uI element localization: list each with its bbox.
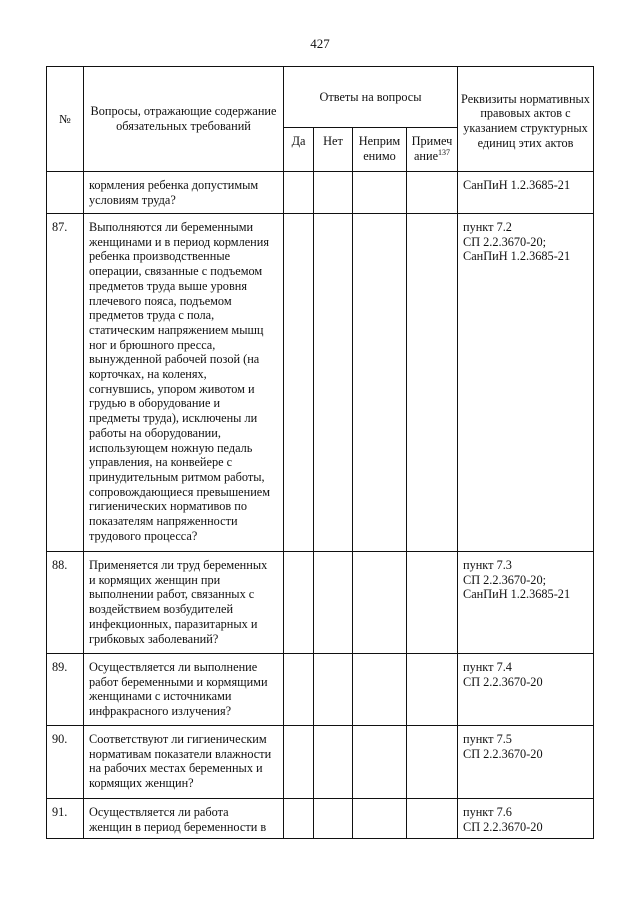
answer-no-cell[interactable] — [314, 552, 353, 654]
answer-not-applicable-cell[interactable] — [353, 726, 407, 799]
row-question: Выполняются ли беременными женщинами и в период кормления ребенка производственные операции, связанные с подъемом предметов труда выше уровня плечевого пояса, подъемом предметов труда с пола, статическим напряжением мышц ног и брюшного пресса, вынужденной рабочей позой (на корточках, на коленях, согнувшись, упором животом и грудью в оборудование и предметы труда), исключены ли работы на оборудовании, использующем ножную педаль управления, на конвейере с принудительным ритмом работы, сопровождающиеся превышением гигиенических нормативов по показателям напряженности трудового процесса? — [84, 214, 284, 552]
answer-no-cell[interactable] — [314, 799, 353, 839]
page-number: 427 — [310, 36, 330, 51]
table-row — [47, 654, 594, 726]
row-number: 88. — [47, 552, 84, 654]
row-question: Осуществляется ли работа женщин в период беременности в — [84, 799, 284, 839]
row-question: Соответствуют ли гигиеническим нормативам показатели влажности на рабочих местах беременных и кормящих женщин? — [84, 726, 284, 799]
answer-note-cell[interactable] — [407, 214, 458, 552]
row-requisites: пункт 7.2 СП 2.2.3670-20; СанПиН 1.2.3685-21 — [458, 214, 594, 552]
header-answers: Ответы на вопросы — [284, 67, 458, 128]
row-question: кормления ребенка допустимым условиям труда? — [84, 172, 284, 214]
row-requisites: пункт 7.3 СП 2.2.3670-20; СанПиН 1.2.3685-21 — [458, 552, 594, 654]
header-note-line1: Примеч — [411, 134, 453, 148]
header-note-line2: ание — [413, 148, 439, 163]
header-question: Вопросы, отражающие содержание обязательных требований — [84, 67, 284, 172]
header-yes: Да — [284, 128, 314, 172]
answer-not-applicable-cell[interactable] — [353, 552, 407, 654]
row-number: 90. — [47, 726, 84, 799]
answer-not-applicable-cell[interactable] — [353, 172, 407, 214]
header-num: № — [47, 67, 84, 172]
table-row — [47, 726, 594, 799]
answer-note-cell[interactable] — [407, 799, 458, 839]
header-row-top — [47, 67, 594, 128]
row-requisites: пункт 7.5 СП 2.2.3670-20 — [458, 726, 594, 799]
answer-no-cell[interactable] — [314, 654, 353, 726]
answer-yes-cell[interactable] — [284, 172, 314, 214]
answer-not-applicable-cell[interactable] — [353, 654, 407, 726]
row-requisites: пункт 7.4 СП 2.2.3670-20 — [458, 654, 594, 726]
answer-not-applicable-cell[interactable] — [353, 799, 407, 839]
answer-not-applicable-cell[interactable] — [353, 214, 407, 552]
header-not-applicable — [353, 128, 407, 172]
answer-no-cell[interactable] — [314, 214, 353, 552]
row-requisites: СанПиН 1.2.3685-21 — [458, 172, 594, 214]
header-note-footnote: 137 — [438, 147, 451, 157]
answer-note-cell[interactable] — [407, 552, 458, 654]
row-question: Осуществляется ли выполнение работ беременными и кормящими женщинами с источниками инфракрасного излучения? — [84, 654, 284, 726]
header-not-applicable-line2: енимо — [363, 148, 396, 163]
table-row — [47, 172, 594, 214]
answer-yes-cell[interactable] — [284, 799, 314, 839]
checklist-table — [46, 66, 594, 839]
header-note — [407, 128, 458, 172]
row-number: 91. — [47, 799, 84, 839]
answer-no-cell[interactable] — [314, 726, 353, 799]
row-question: Применяется ли труд беременных и кормящих женщин при выполнении работ, связанных с воздействием возбудителей инфекционных, паразитарных и грибковых заболеваний? — [84, 552, 284, 654]
answer-yes-cell[interactable] — [284, 726, 314, 799]
header-not-applicable-line1: Неприм — [358, 134, 401, 148]
table-row — [47, 799, 594, 839]
answer-note-cell[interactable] — [407, 726, 458, 799]
header-requisites: Реквизиты нормативных правовых актов с указанием структурных единиц этих актов — [458, 67, 594, 172]
answer-yes-cell[interactable] — [284, 654, 314, 726]
row-number — [47, 172, 84, 214]
row-requisites: пункт 7.6 СП 2.2.3670-20 — [458, 799, 594, 839]
answer-yes-cell[interactable] — [284, 552, 314, 654]
answer-no-cell[interactable] — [314, 172, 353, 214]
table-row — [47, 214, 594, 552]
row-number: 87. — [47, 214, 84, 552]
header-no: Нет — [314, 128, 353, 172]
row-number: 89. — [47, 654, 84, 726]
answer-note-cell[interactable] — [407, 172, 458, 214]
table-row — [47, 552, 594, 654]
answer-note-cell[interactable] — [407, 654, 458, 726]
answer-yes-cell[interactable] — [284, 214, 314, 552]
